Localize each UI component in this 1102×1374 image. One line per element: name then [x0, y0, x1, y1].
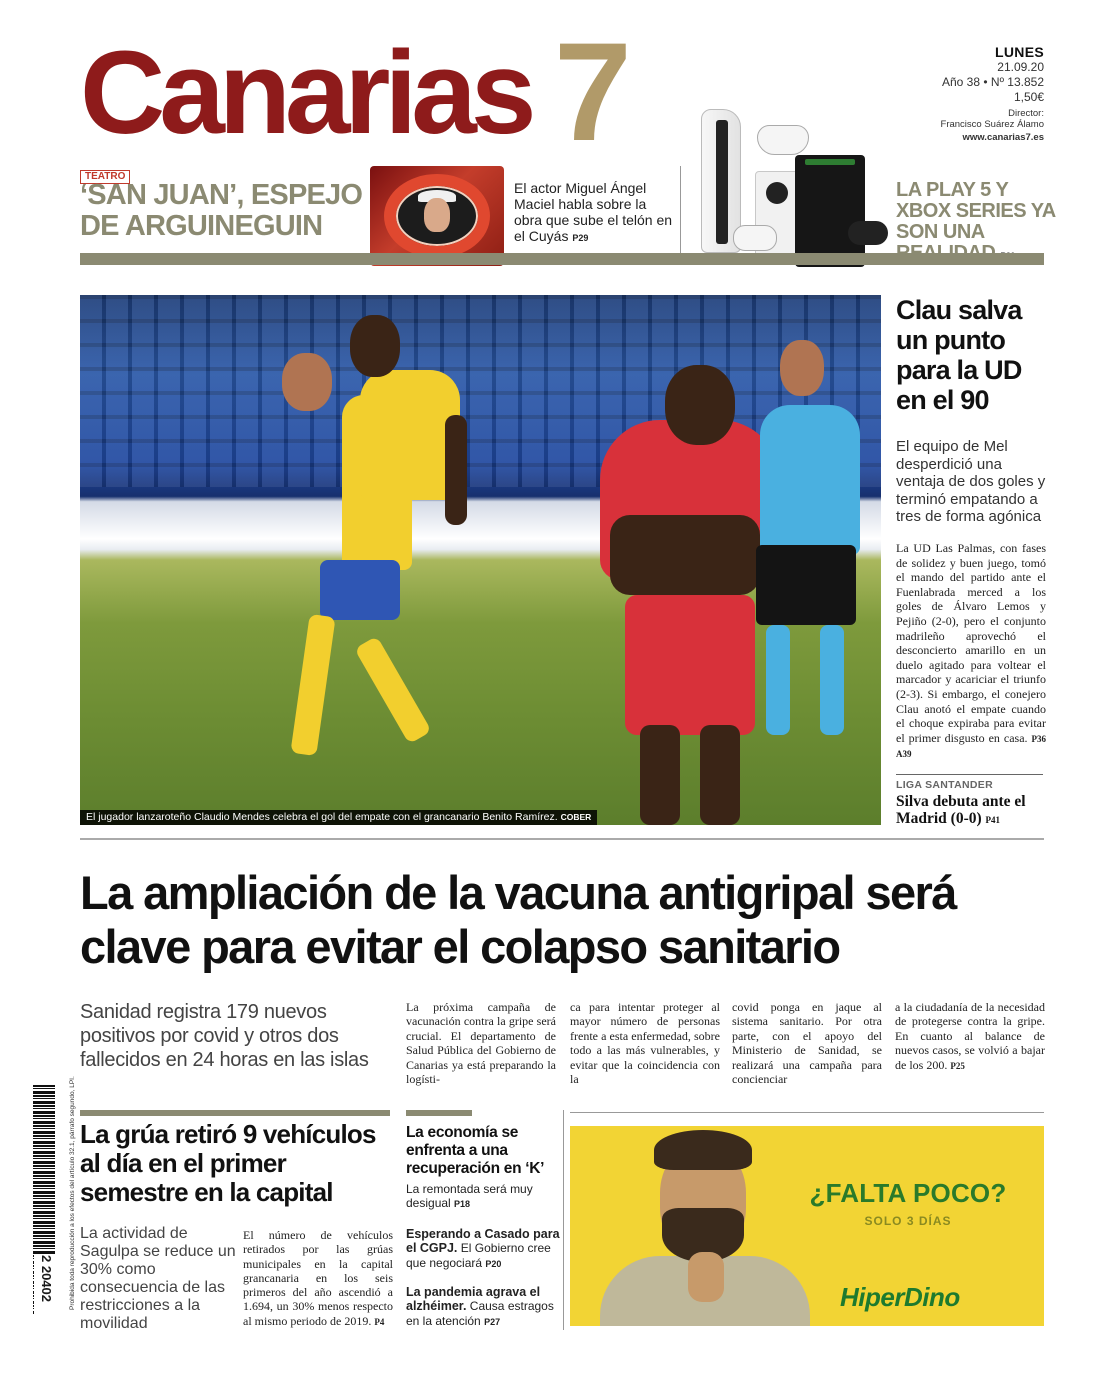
player-leg	[700, 725, 740, 825]
player-head	[282, 353, 332, 411]
page-ref: P41	[985, 815, 1001, 825]
lead-headline[interactable]: La ampliación de la vacuna antigripal será clave para evitar el colapso sanitario	[80, 866, 956, 973]
lead-column-3: covid ponga en jaque al sistema sanitario. Por otra parte, con el apoyo del Ministerio de Sanidad, se realizará una campaña para concienciar	[732, 1000, 882, 1087]
player-torso	[610, 515, 760, 595]
page-ref: P27	[484, 1316, 501, 1327]
page-ref: P18	[454, 1199, 471, 1210]
photo-caption: El jugador lanzaroteño Claudio Mendes celebra el gol del empate con el grancanario Benito Ramírez. COBER	[80, 810, 597, 825]
photo-credit: COBER	[560, 812, 592, 822]
column-divider	[563, 1110, 564, 1330]
page-ref: P36 A39	[896, 733, 1047, 760]
date-block	[941, 45, 1044, 145]
ad-headline: ¿FALTA POCO?	[809, 1178, 1007, 1208]
brief-text: Causa estragos en la atención	[406, 1299, 554, 1328]
referee-head	[780, 340, 824, 396]
player-leg	[354, 636, 432, 744]
newspaper-logo[interactable]	[80, 13, 650, 170]
liga-headline[interactable]: Silva debuta ante el Madrid (0-0) P41	[896, 793, 1026, 827]
issue-day: LUNES	[995, 44, 1044, 60]
ad-rule	[570, 1112, 1044, 1113]
ad-man-hand	[688, 1252, 724, 1302]
website-link[interactable]: www.canarias7.es	[962, 132, 1044, 143]
page-ref: P4	[374, 1316, 385, 1327]
referee-shorts	[756, 545, 856, 625]
teatro-headline[interactable]: ‘SAN JUAN’, ESPEJO DE ARGUINEGUIN	[80, 179, 363, 242]
briefs-rule	[406, 1110, 472, 1116]
ad-man-hair	[654, 1130, 752, 1170]
liga-section-tag: LIGA SANTANDER	[896, 779, 993, 791]
brief-headline: La pandemia agrava el alzhéimer.	[406, 1285, 541, 1314]
lead-deck: Sanidad registra 179 nuevos positivos por covid y otros dos fallecidos en 24 horas en las islas	[80, 1001, 369, 1071]
consoles-headline[interactable]: LA PLAY 5 Y XBOX SERIES YA SON UNA	[896, 180, 1056, 267]
logo-number: 7	[554, 13, 628, 170]
grua-deck: La actividad de Sagulpa se reduce un 30% como consecuencia de las restricciones a la movilidad	[80, 1225, 236, 1332]
referee-leg	[820, 625, 844, 735]
player-shorts	[320, 560, 400, 620]
white-controller-shape	[733, 225, 777, 251]
sports-headline[interactable]: Clau salva un punto para la UD en el 90	[896, 295, 1022, 415]
brief-alzheimer[interactable]	[406, 1285, 561, 1329]
director-label: Director:	[1008, 108, 1044, 119]
player-arm	[445, 415, 467, 525]
issue-price: 1,50€	[1013, 90, 1044, 104]
player-leg	[290, 614, 335, 756]
grua-rule	[80, 1110, 390, 1116]
brief-casado[interactable]	[406, 1227, 561, 1271]
lead-column-1: La próxima campaña de vacunación contra la gripe será crucial. El departamento de Salud Pública del Gobierno de Canarias ya está preparando la logísti-	[406, 1000, 556, 1087]
sports-body: La UD Las Palmas, con fases de solidez y buen juego, tomó el mando del partido ante el Fuenlabrada merced a los goles de Álvaro Lemos y Pejiño (2-0), pero el conjunto madrileño aprovechó el desconcierto amarillo en un duelo agitado para voltear el marcador y acariciar el triunfo (2-3). Si embargo, el conejero Clau anotó el empate cuando el choque expiraba para evitar el primer disgusto en casa. P36 A39	[896, 541, 1047, 760]
page-ref: P29	[572, 233, 589, 243]
brief-text: La remontada será muy desigual	[406, 1182, 533, 1211]
black-controller-shape	[848, 221, 888, 245]
teatro-section-tag: TEATRO	[80, 166, 130, 184]
page-ref: P20	[485, 1258, 502, 1269]
director-name: Francisco Suárez Álamo	[940, 119, 1044, 130]
teatro-photo[interactable]	[370, 166, 504, 266]
player-shorts	[625, 595, 755, 735]
xbox-series-x-shape	[795, 155, 865, 267]
teatro-teaser-text[interactable]: El actor Miguel Ángel Maciel habla sobre la obra que sube el telón en el Cuyás P29	[514, 180, 673, 244]
player-leg	[640, 725, 680, 825]
player-head	[665, 365, 735, 445]
brief-headline: Esperando a Casado para el CGPJ.	[406, 1227, 560, 1256]
football-photo[interactable]	[80, 295, 881, 825]
legal-notice: Prohibida toda reproducción a los efectos del artículo 32.1, párrafo segundo, LPI.	[69, 1076, 76, 1310]
brief-economia[interactable]	[406, 1124, 561, 1212]
masthead-rule	[80, 253, 1044, 265]
issue-number: Año 38 • Nº 13.852	[942, 75, 1044, 89]
brief-headline: La economía se enfrenta a una recuperación en ‘K’	[406, 1124, 545, 1177]
sports-deck: El equipo de Mel desperdició una ventaja de dos goles y terminó empatando a tres de forma agónica	[896, 438, 1046, 526]
actor-face-shape	[424, 198, 450, 232]
ad-subline: SOLO 3 DÍAS	[864, 1214, 952, 1228]
ps-controller-shape	[757, 125, 809, 155]
page-ref: P25	[950, 1060, 965, 1071]
brief-text: El Gobierno cree que negociará	[406, 1241, 551, 1270]
grua-headline[interactable]: La grúa retiró 9 vehículos al día en el primer semestre en la capital	[80, 1119, 376, 1207]
ad-brand-logo: HiperDino	[840, 1282, 960, 1312]
liga-rule	[896, 774, 1043, 775]
player-head	[350, 315, 400, 377]
lead-column-4: a la ciudadanía de la necesidad de protegerse contra la gripe. En cuanto al balance de nuevos casos, se volvió a bajar de los 200. P25	[895, 1000, 1045, 1072]
lead-column-2: ca para intentar proteger al mayor número de personas frente a esta enfermedad, sobre todo a las más vulnerables, y evitar que la coincidencia con la	[570, 1000, 720, 1087]
logo-word: Canarias	[80, 27, 531, 159]
issue-date: 21.09.20	[997, 60, 1044, 74]
teaser-divider	[680, 166, 681, 258]
referee	[760, 405, 860, 555]
section-rule	[80, 838, 1044, 840]
grua-body: El número de vehículos retirados por las grúas municipales en la capital grancanaria en los seis primeros del año ascendió a 1.694, un 30% menos respecto al mismo periodo de 2019. P4	[243, 1228, 393, 1328]
barcode-number: 2 20402	[34, 1255, 56, 1315]
hiperdino-ad[interactable]	[570, 1126, 1044, 1326]
referee-leg	[766, 625, 790, 735]
consoles-photo[interactable]	[683, 105, 893, 268]
